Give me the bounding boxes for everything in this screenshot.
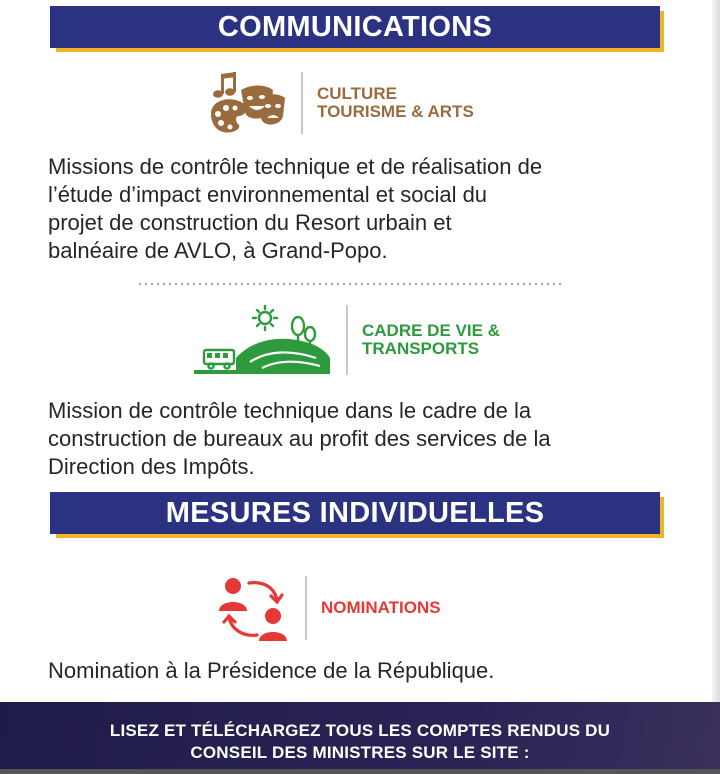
bottom-bar [0,769,720,774]
dotted-separator [137,282,563,286]
culture-divider [301,72,303,134]
cadre-description: Mission de contrôle technique dans le cadre de la construction de bureaux au profit des services de la Direction des Impôts. [48,398,551,479]
nominations-divider [305,576,307,640]
theater-masks-music-palette-icon [207,70,287,136]
culture-header [207,70,474,136]
cadre-label: CADRE DE VIE & TRANSPORTS [362,321,500,358]
landscape-bus-sun-icon [192,304,332,376]
cadre-divider [346,305,348,375]
footer-banner [0,702,720,774]
page-edge [712,0,720,774]
cadre-header [192,303,500,377]
nominations-header [215,572,441,644]
people-exchange-icon [215,573,291,643]
footer-text: LISEZ ET TÉLÉCHARGEZ TOUS LES COMPTES RENDUS DU CONSEIL DES MINISTRES SUR LE SITE : [109,721,611,762]
mesures-banner [50,492,660,534]
communications-title: COMMUNICATIONS [50,6,660,48]
culture-description: Missions de contrôle technique et de réalisation de l’étude d’impact environnemental et social du projet de construction du Resort urbain et balnéaire de AVLO, à Grand-Popo. [48,154,543,263]
culture-label: CULTURE TOURISME & ARTS [317,84,474,121]
nominations-description: Nomination à la Présidence de la République. [48,658,495,683]
communications-banner [50,6,660,48]
nominations-label: NOMINATIONS [321,598,441,617]
mesures-title: MESURES INDIVIDUELLES [50,492,660,534]
